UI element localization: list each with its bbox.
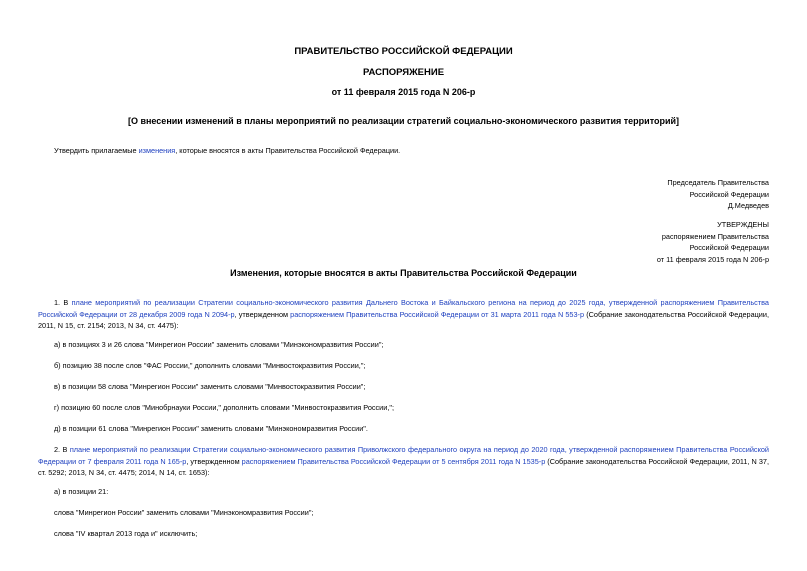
item-2-subitem-a: а) в позиции 21: xyxy=(54,487,109,496)
document-type-heading: РАСПОРЯЖЕНИЕ xyxy=(362,67,445,78)
item-2-subitem-a-line-2: слова "IV квартал 2013 года и" исключить; xyxy=(54,529,198,538)
item-2-subitem-a-line-1: слова "Минрегион России" заменить словами "Минэкономразвития России"; xyxy=(54,508,314,517)
item-1-subitem-e: д) в позиции 61 слова "Минрегион России" заменить словами "Минэкономразвития России". xyxy=(54,424,368,433)
approved-block xyxy=(657,219,769,265)
item-2-prefix: 2. В xyxy=(54,445,70,454)
item-1-subitem-c: в) в позиции 58 слова "Минрегион России" заменить словами "Минвостокразвития России"; xyxy=(54,382,366,391)
approve-suffix: , которые вносятся в акты Правительства Российской Федерации. xyxy=(175,146,401,155)
approved-line-3: Российской Федерации xyxy=(689,243,769,252)
item-2-order-link[interactable]: распоряжением Правительства Российской Федерации от 5 сентября 2011 года N 1535-р xyxy=(241,456,546,466)
signature-line-1: Председатель Правительства xyxy=(667,178,769,187)
document-date-number: от 11 февраля 2015 года N 206-р xyxy=(331,87,476,97)
item-1-subitem-b: б) позицию 38 после слов "ФАС России," дополнить словами "Минвостокразвития России,"; xyxy=(54,361,366,370)
item-1-suffix: (Собрание законодательства Российской Федерации, 2011, N 15, ст. 2154; 2013, N 34, ст. 4475): xyxy=(38,309,769,331)
approved-line-4: от 11 февраля 2015 года N 206-р xyxy=(656,254,769,264)
government-heading: ПРАВИТЕЛЬСТВО РОССИЙСКОЙ ФЕДЕРАЦИИ xyxy=(294,46,513,57)
approved-line-1: УТВЕРЖДЕНЫ xyxy=(717,220,769,229)
document-subject: [О внесении изменений в планы мероприятий по реализации стратегий социально-экономического развития территорий] xyxy=(127,116,680,126)
approved-line-2: распоряжением Правительства xyxy=(661,231,769,241)
signature-name: Д.Медведев xyxy=(727,201,769,210)
item-2-plan-link[interactable]: плане мероприятий по реализации Стратегии социально-экономического развития Приволжского федерального округа на период до 2020 года, утвержденной распоряжением Правительства Российской Федерации от 7 февраля 2011 года N 165-р xyxy=(38,445,769,466)
changes-title: Изменения, которые вносятся в акты Правительства Российской Федерации xyxy=(230,268,577,278)
item-1-paragraph xyxy=(38,297,769,332)
item-2-suffix: (Собрание законодательства Российской Федерации, 2011, N 37, ст. 5292; 2013, N 34, ст. 4475; 2014, N 14, ст. 1653): xyxy=(38,456,769,478)
item-1-middle: , утвержденном xyxy=(234,309,291,319)
signature-block xyxy=(667,177,769,212)
approve-prefix: Утвердить прилагаемые xyxy=(54,146,139,155)
item-1-plan-link[interactable]: плане мероприятий по реализации Стратегии социально-экономического развития Дальнего Востока и Байкальского региона на период до 2025 года, утвержденной распоряжением Правительства Российской Федерации от 28 декабря 2009 года N 2094-р xyxy=(38,298,769,319)
item-2-middle: , утвержденном xyxy=(186,456,242,466)
item-1-prefix: 1. В xyxy=(54,298,72,307)
changes-link[interactable]: изменения xyxy=(138,146,176,155)
item-1-subitem-a: а) в позициях 3 и 26 слова "Минрегион России" заменить словами "Минэкономразвития России"; xyxy=(54,340,384,349)
item-1-subitem-d: г) позицию 60 после слов "Минобрнауки России," дополнить словами "Минвостокразвития России,"; xyxy=(54,403,394,412)
approve-paragraph xyxy=(54,145,400,156)
signature-line-2: Российской Федерации xyxy=(689,189,769,199)
item-2-paragraph xyxy=(38,444,769,479)
item-1-order-link[interactable]: распоряжением Правительства Российской Федерации от 31 марта 2011 года N 553-р xyxy=(290,309,585,319)
